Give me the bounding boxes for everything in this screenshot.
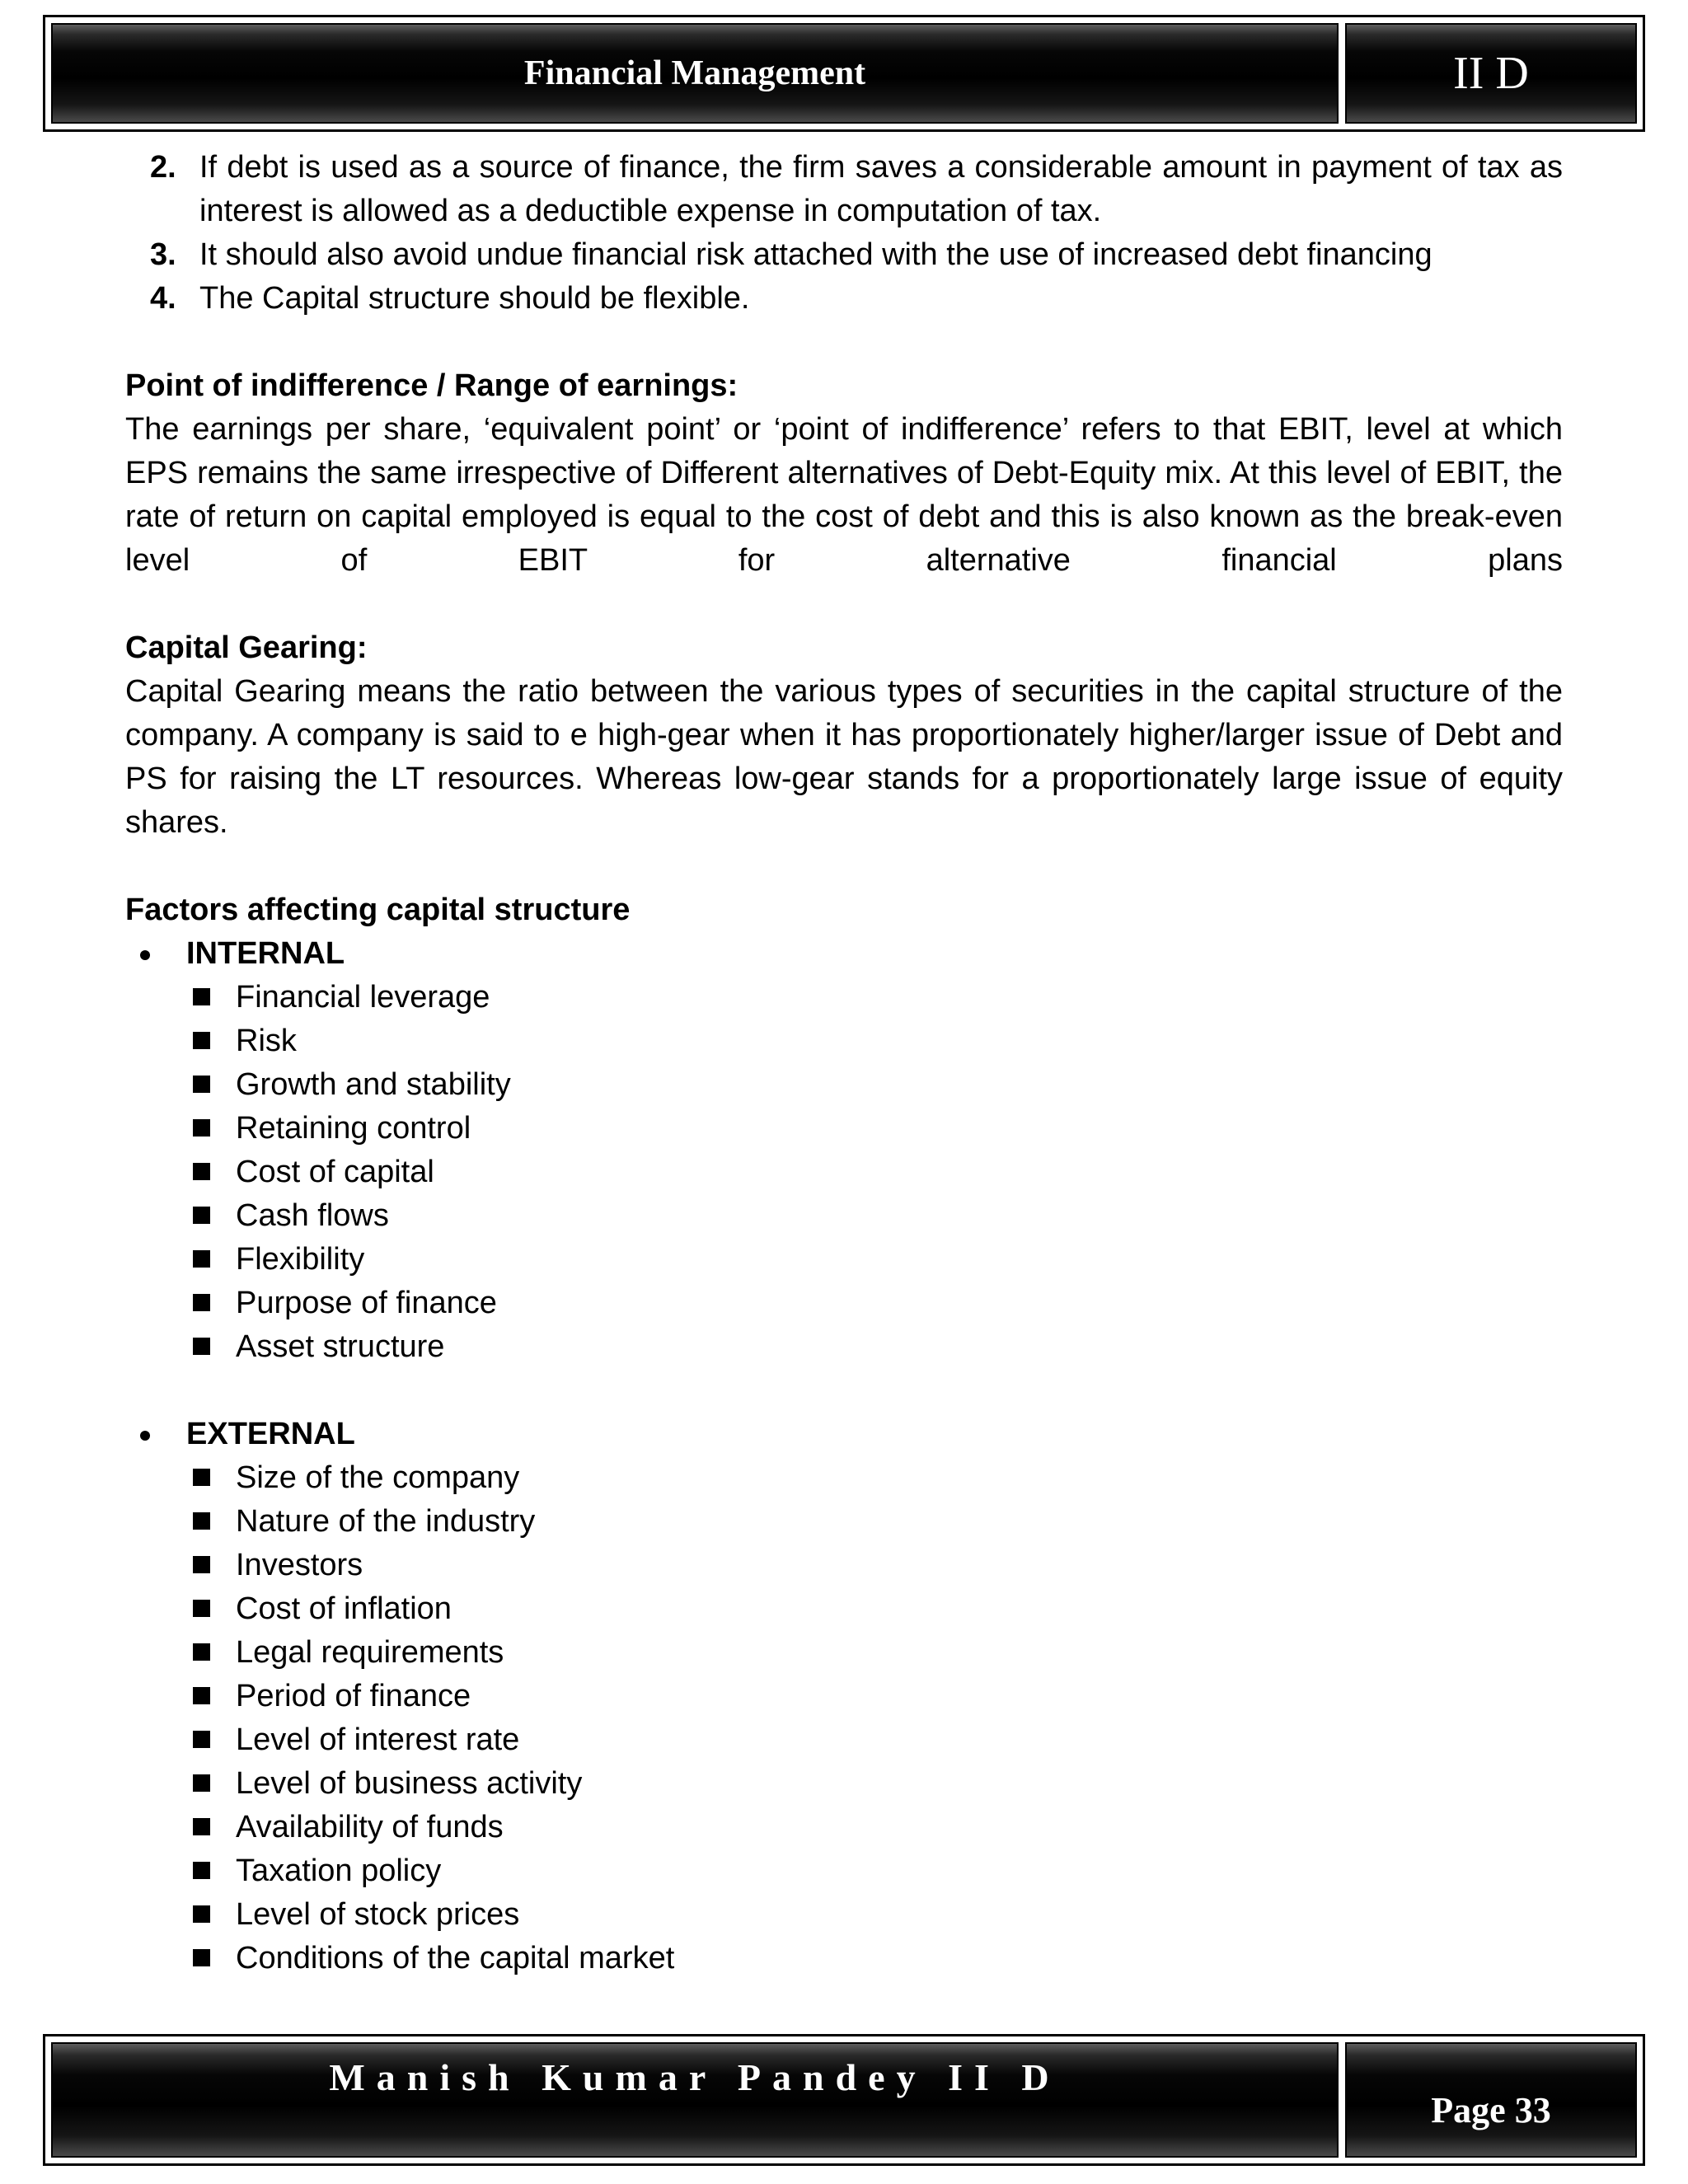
- list-item: [125, 1587, 1563, 1631]
- internal-list: [125, 976, 1563, 1369]
- list-text: If debt is used as a source of finance, the firm saves a considerable amount in payment of tax as interest is allowed as a deductible expense in computation of tax.: [199, 150, 1563, 228]
- page-footer: [43, 2034, 1645, 2166]
- bullet-icon: [140, 1431, 150, 1441]
- square-bullet-icon: [193, 1207, 210, 1224]
- header-title: Financial Management: [51, 23, 1339, 124]
- factor-text: Growth and stability: [236, 1067, 511, 1102]
- list-item: [125, 1194, 1563, 1238]
- spacer: [125, 1369, 1563, 1413]
- list-item: [125, 1282, 1563, 1325]
- square-bullet-icon: [193, 1687, 210, 1704]
- external-heading: [125, 1413, 1563, 1456]
- factor-text: Legal requirements: [236, 1635, 504, 1670]
- factor-text: Period of finance: [236, 1679, 471, 1713]
- square-bullet-icon: [193, 1818, 210, 1835]
- list-item: [125, 1151, 1563, 1194]
- list-number: 4.: [150, 281, 176, 316]
- square-bullet-icon: [193, 1076, 210, 1093]
- factor-text: Size of the company: [236, 1460, 520, 1495]
- list-item: [125, 1675, 1563, 1718]
- square-bullet-icon: [193, 1556, 210, 1573]
- list-item: [125, 976, 1563, 1019]
- list-item: [125, 1238, 1563, 1282]
- factor-text: Nature of the industry: [236, 1504, 536, 1539]
- square-bullet-icon: [193, 1250, 210, 1268]
- gearing-paragraph: Capital Gearing means the ratio between the various types of securities in the capital structure of the company. A company is said to e high-gear when it has proportionately higher/larger issue of Debt and PS for raising the LT resources. Whereas low-gear stands for a proportionately large issue of equity shares.: [125, 674, 1563, 840]
- list-item: [125, 1893, 1563, 1937]
- list-item: [125, 1937, 1563, 1980]
- square-bullet-icon: [193, 1905, 210, 1923]
- square-bullet-icon: [193, 1338, 210, 1355]
- factor-text: Purpose of finance: [236, 1286, 497, 1320]
- factor-text: Conditions of the capital market: [236, 1941, 675, 1975]
- indifference-paragraph: The earnings per share, ‘equivalent point’ or ‘point of indifference’ refers to that EBIT, level at which EPS remains the same irrespective of Different alternatives of Debt-Equity mix. At this level of EBIT, the rate of return on capital employed is equal to the cost of debt and this is also known as the break-even level of EBIT for alternative financial plans: [125, 412, 1563, 578]
- list-text: It should also avoid undue financial risk attached with the use of increased debt financing: [199, 237, 1432, 272]
- list-item: [125, 1019, 1563, 1063]
- page-content: [125, 146, 1563, 1980]
- factor-text: Level of interest rate: [236, 1722, 520, 1757]
- factor-text: Level of stock prices: [236, 1897, 520, 1932]
- list-item: [125, 1806, 1563, 1849]
- bullet-icon: [140, 950, 150, 960]
- list-item: [125, 1849, 1563, 1893]
- square-bullet-icon: [193, 988, 210, 1005]
- list-item: [125, 1718, 1563, 1762]
- factor-text: Asset structure: [236, 1329, 445, 1364]
- list-item: [125, 1500, 1563, 1544]
- square-bullet-icon: [193, 1949, 210, 1966]
- page-number: Page 33: [1345, 2042, 1637, 2158]
- list-item: [125, 1456, 1563, 1500]
- square-bullet-icon: [193, 1643, 210, 1661]
- square-bullet-icon: [193, 1774, 210, 1792]
- internal-label: INTERNAL: [186, 936, 345, 971]
- list-number: 2.: [150, 150, 176, 185]
- factor-text: Financial leverage: [236, 980, 490, 1015]
- list-item: [125, 1631, 1563, 1675]
- internal-heading: [125, 932, 1563, 976]
- square-bullet-icon: [193, 1032, 210, 1049]
- indifference-heading: Point of indifference / Range of earnings:: [125, 368, 738, 403]
- external-factors: [125, 1413, 1563, 1980]
- square-bullet-icon: [193, 1600, 210, 1617]
- list-item: [125, 1063, 1563, 1107]
- list-item: [125, 1107, 1563, 1151]
- factor-text: Cash flows: [236, 1198, 389, 1233]
- page-header: [43, 15, 1645, 132]
- square-bullet-icon: [193, 1731, 210, 1748]
- square-bullet-icon: [193, 1294, 210, 1311]
- square-bullet-icon: [193, 1163, 210, 1180]
- gearing-heading: Capital Gearing:: [125, 630, 368, 665]
- list-item: [125, 146, 1563, 233]
- factor-text: Risk: [236, 1024, 297, 1058]
- list-item: [125, 277, 1563, 321]
- list-item: [125, 1762, 1563, 1806]
- square-bullet-icon: [193, 1469, 210, 1486]
- footer-author: Manish Kumar Pandey II D: [51, 2042, 1339, 2158]
- factor-text: Level of business activity: [236, 1766, 583, 1801]
- factor-text: Taxation policy: [236, 1854, 442, 1888]
- list-item: [125, 1325, 1563, 1369]
- factor-text: Investors: [236, 1548, 363, 1582]
- square-bullet-icon: [193, 1119, 210, 1137]
- external-list: [125, 1456, 1563, 1980]
- factors-heading: Factors affecting capital structure: [125, 893, 631, 927]
- factor-text: Flexibility: [236, 1242, 365, 1277]
- list-item: [125, 1544, 1563, 1587]
- list-item: [125, 233, 1563, 277]
- factor-text: Cost of capital: [236, 1155, 434, 1189]
- factor-text: Availability of funds: [236, 1810, 504, 1844]
- square-bullet-icon: [193, 1862, 210, 1879]
- external-label: EXTERNAL: [186, 1417, 355, 1451]
- list-text: The Capital structure should be flexible.: [199, 281, 750, 316]
- numbered-list: [125, 146, 1563, 321]
- internal-factors: [125, 932, 1563, 1369]
- factor-text: Cost of inflation: [236, 1591, 452, 1626]
- factor-text: Retaining control: [236, 1111, 471, 1146]
- header-section: II D: [1345, 23, 1637, 124]
- square-bullet-icon: [193, 1512, 210, 1530]
- list-number: 3.: [150, 237, 176, 272]
